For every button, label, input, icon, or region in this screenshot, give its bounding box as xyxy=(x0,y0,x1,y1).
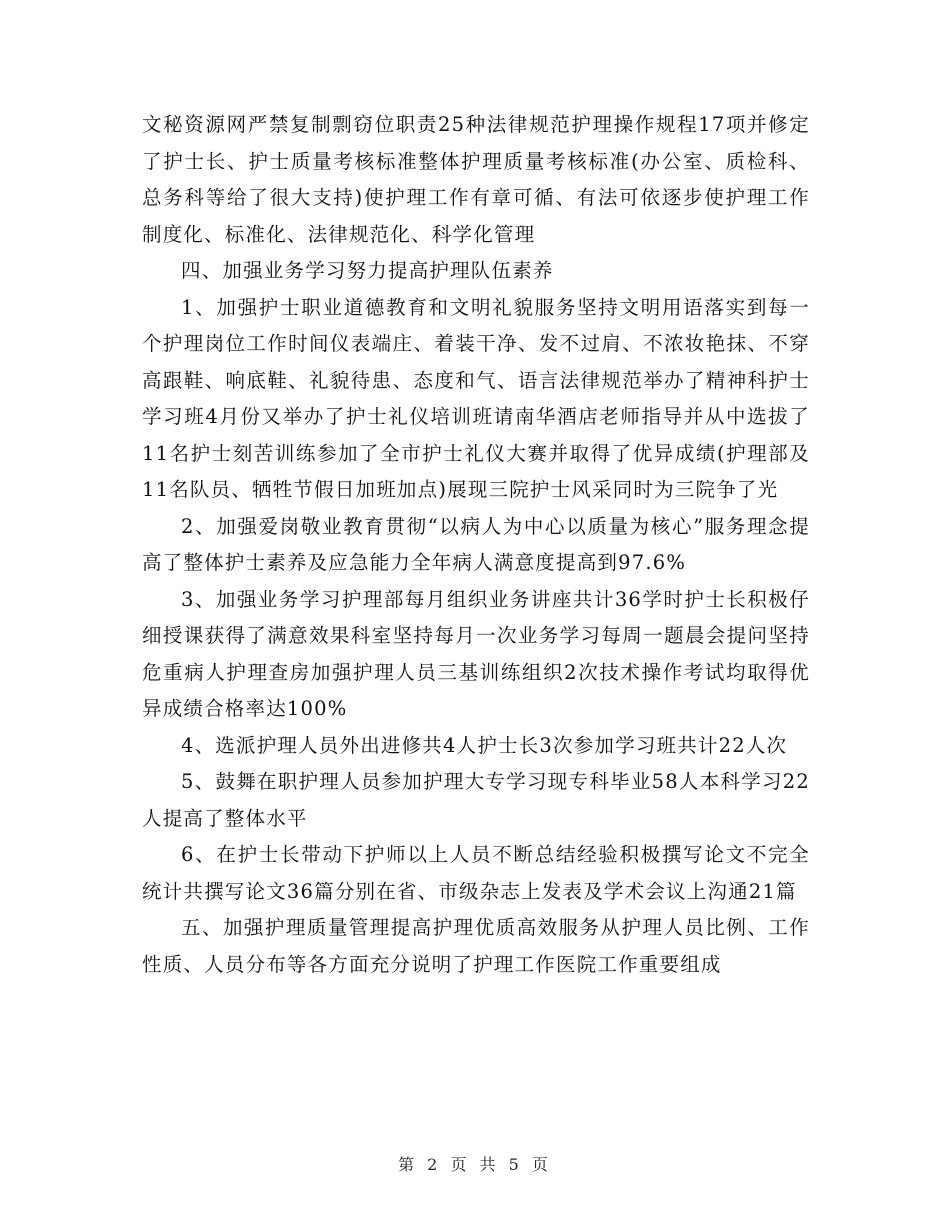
paragraph-section-heading-5: 五、加强护理质量管理提高护理优质高效服务从护理人员比例、工作性质、人员分布等各方面充分说明了护理工作医院工作重要组成 xyxy=(142,916,810,976)
paragraph-section-heading-4: 四、加强业务学习努力提高护理队伍素养 xyxy=(181,259,554,282)
page-number-footer: 第 2 页 共 5 页 xyxy=(398,1155,552,1174)
paragraph-item-2: 2、加强爱岗敬业教育贯彻“以病人为中心以质量为核心”服务理念提高了整体护士素养及应急能力全年病人满意度提高到97.6% xyxy=(142,514,810,574)
paragraph-0: 文秘资源网严禁复制剽窃位职责25种法律规范护理操作规程17项并修定了护士长、护士质量考核标准整体护理质量考核标准(办公室、质检科、总务科等给了很大支持)使护理工作有章可循、有法可依逐步使护理工作制度化、标准化、法律规范化、科学化管理 xyxy=(142,113,810,246)
document-body xyxy=(142,107,810,983)
paragraph-item-5: 5、鼓舞在职护理人员参加护理大专学习现专科毕业58人本科学习22人提高了整体水平 xyxy=(142,770,810,830)
paragraph-item-3: 3、加强业务学习护理部每月组织业务讲座共计36学时护士长积极仔细授课获得了满意效果科室坚持每月一次业务学习每周一题晨会提问坚持危重病人护理查房加强护理人员三基训练组织2次技术操作考试均取得优异成绩合格率达100% xyxy=(142,587,810,720)
paragraph-item-4: 4、选派护理人员外出进修共4人护士长3次参加学习班共计22人次 xyxy=(181,733,788,757)
paragraph-item-6: 6、在护士长带动下护师以上人员不断总结经验积极撰写论文不完全统计共撰写论文36篇分别在省、市级杂志上发表及学术会议上沟通21篇 xyxy=(142,843,810,903)
paragraph-item-1: 1、加强护士职业道德教育和文明礼貌服务坚持文明用语落实到每一个护理岗位工作时间仪表端庄、着装干净、发不过肩、不浓妆艳抹、不穿高跟鞋、响底鞋、礼貌待患、态度和气、语言法律规范举办了精神科护士学习班4月份又举办了护士礼仪培训班请南华酒店老师指导并从中选拔了11名护士刻苦训练参加了全市护士礼仪大赛并取得了优异成绩(护理部及11名队员、牺牲节假日加班加点)展现三院护士风采同时为三院争了光 xyxy=(142,295,810,501)
